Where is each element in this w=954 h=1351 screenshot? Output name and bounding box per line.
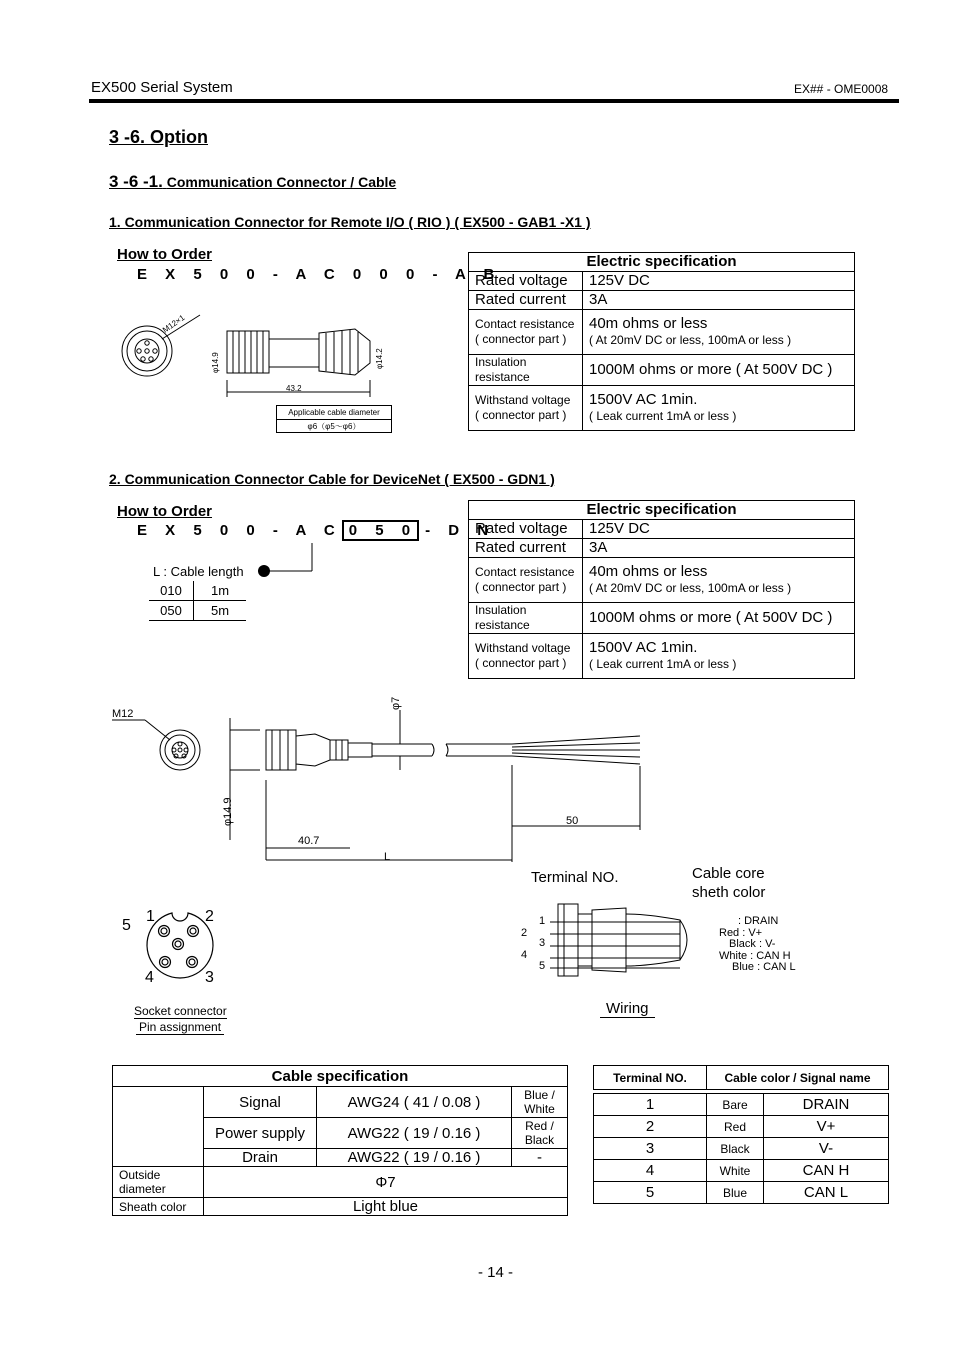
spec-value: 40m ohms or less [589,563,708,580]
sheath-color-label: Sheath color [113,1198,204,1216]
length-leader [250,540,330,580]
len2-label: 50 [566,815,579,827]
body-diameter-label: φ14.9 [222,797,234,826]
pin-label: 2 [205,908,214,925]
item1-length-label: 43.2 [286,384,302,393]
pin-assignment-caption: Pin assignment [136,1020,224,1035]
header-rule [89,99,899,103]
signal-name: V- [764,1138,889,1160]
terminal-table [593,1065,889,1204]
wiring-drawing [530,900,750,980]
terminal-no: 1 [594,1094,707,1116]
item1-thread-label: M12×1 [160,313,187,335]
spec-label: Rated current [469,291,583,310]
spec-label: Rated current [469,539,583,558]
length-value: 1m [194,581,247,601]
item2-how-to-order: How to Order [117,503,213,520]
spec-note: ( Leak current 1mA or less ) [589,657,737,671]
item1-cable-diameter-value: φ6（φ5～φ6） [307,422,361,431]
cable-color: Red [707,1116,764,1138]
cable-color: Blue [707,1182,764,1204]
spec-value: 125V DC [583,520,855,539]
cable-diameter-label: φ7 [390,696,402,710]
header-title: EX500 Serial System [91,79,233,96]
wiring-color: Blue : CAN L [732,961,796,973]
terminal-no: 2 [594,1116,707,1138]
sheath-color-title: sheth color [692,884,766,901]
cable-color: Black [707,1138,764,1160]
spec-label: Withstand voltage ( connector part ) [469,386,583,431]
item1-dia2-label: φ14.2 [375,348,384,369]
wiring-color: Black : V- [729,938,776,950]
terminal-no: 5 [594,1182,707,1204]
item1-dia1-label: φ14.9 [211,352,220,373]
section-title: 3 -6. Option [109,127,208,147]
signal-name: DRAIN [764,1094,889,1116]
subsection-number: 3 -6 -1. [109,172,163,191]
item2-spec-header: Electric specification [469,501,855,520]
wiring-terminal: 1 [539,915,546,927]
order-suffix: - D N [425,522,496,539]
spec-value: 1500V AC 1min. [589,391,698,408]
wiring-terminal: 3 [539,937,546,949]
cable-color: White [707,1160,764,1182]
wiring-color: : DRAIN [738,915,779,927]
pin-label: 3 [205,969,214,986]
terminal-no-title: Terminal NO. [531,869,619,886]
table-row [594,1138,889,1160]
order-length-box: 0 5 0 [342,520,419,541]
cable-spec-table [112,1065,568,1216]
cable-spec-header: Cable specification [113,1066,568,1087]
cable-row-awg: AWG22 ( 19 / 0.16 ) [317,1149,512,1167]
spec-label: Contact resistance ( connector part ) [469,310,583,355]
item1-order-code: E X 5 0 0 - A C 0 0 0 - A B [137,266,502,283]
wiring-terminal: 4 [521,949,528,961]
wiring-terminal: 5 [539,960,546,972]
outside-diameter-value: Φ7 [204,1167,568,1198]
thread-label: M12 [112,708,134,720]
spec-label: Contact resistance ( connector part ) [469,558,583,603]
spec-value: 3A [583,539,855,558]
subsection-title [109,172,396,192]
pin-label: 1 [146,908,155,925]
length-value: 5m [194,601,247,621]
wiring-terminal: 2 [521,927,528,939]
signal-name: CAN H [764,1160,889,1182]
item1-cable-diameter-box [276,405,392,433]
cable-row-name: Power supply [204,1118,317,1149]
cable-core-title: Cable core [692,865,765,882]
pin-label: 5 [122,917,131,934]
spec-value: 1000M ohms or more ( At 500V DC ) [583,355,855,386]
spec-value: 1500V AC 1min. [589,639,698,656]
cable-length-table [149,581,246,621]
terminal-no: 3 [594,1138,707,1160]
item2-order-code [137,522,495,539]
terminal-col-header: Terminal NO. [594,1066,707,1090]
signal-name: CAN L [764,1182,889,1204]
wiring-color: Red : V+ [719,927,763,939]
spec-label: Insulation resistance [469,355,583,386]
wiring-color: White : CAN H [719,950,791,962]
spec-value: 125V DC [583,272,855,291]
length-code: 050 [149,601,194,621]
pin-label: 4 [145,969,154,986]
subsection-name: Communication Connector / Cable [166,174,397,190]
doc-number: EX## - OME0008 [794,82,889,96]
socket-connector-caption: Socket connector [134,1004,227,1018]
len1-label: 40.7 [298,835,320,847]
spec-label: Rated voltage [469,520,583,539]
spec-value: 3A [583,291,855,310]
spec-label: Insulation resistance [469,603,583,634]
item1-spec-table [468,252,855,431]
item1-how-to-order: How to Order [117,246,213,263]
wiring-caption: Wiring [600,1000,655,1018]
total-length-label: L [384,851,391,863]
table-row [594,1182,889,1204]
sheath-color-value: Light blue [204,1198,568,1216]
page-number: - 14 - [478,1264,514,1281]
spec-value: 1000M ohms or more ( At 500V DC ) [583,603,855,634]
length-code: 010 [149,581,194,601]
spec-note: ( Leak current 1mA or less ) [589,409,737,423]
cable-row-color: - [512,1149,568,1167]
color-col-header: Cable color / Signal name [707,1066,889,1090]
item2-title: 2. Communication Connector Cable for DeviceNet ( EX500 - GDN1 ) [109,471,555,487]
cable-row-awg: AWG24 ( 41 / 0.08 ) [317,1087,512,1118]
spec-label: Withstand voltage ( connector part ) [469,634,583,679]
item2-spec-table [468,500,855,679]
cable-row-awg: AWG22 ( 19 / 0.16 ) [317,1118,512,1149]
table-row [594,1160,889,1182]
cable-spec-blank [113,1087,204,1167]
terminal-no: 4 [594,1160,707,1182]
cable-row-color: Blue / White [512,1087,568,1118]
signal-name: V+ [764,1116,889,1138]
cable-assembly-drawing [100,690,660,870]
outside-diameter-label: Outside diameter [113,1167,204,1198]
spec-value: 40m ohms or less [589,315,708,332]
order-prefix: E X 5 0 0 - A C [137,522,342,539]
spec-note: ( At 20mV DC or less, 100mA or less ) [589,581,792,595]
spec-label: Rated voltage [469,272,583,291]
cable-length-label: L : Cable length [153,564,244,579]
item1-cable-diameter-label: Applicable cable diameter [277,406,391,420]
spec-note: ( At 20mV DC or less, 100mA or less ) [589,333,792,347]
item1-title: 1. Communication Connector for Remote I/O ( RIO ) ( EX500 - GAB1 -X1 ) [109,214,591,230]
item1-spec-header: Electric specification [469,253,855,272]
cable-row-name: Drain [204,1149,317,1167]
cable-color: Bare [707,1094,764,1116]
table-row [594,1094,889,1116]
cable-row-name: Signal [204,1087,317,1118]
cable-row-color: Red / Black [512,1118,568,1149]
table-row [594,1116,889,1138]
